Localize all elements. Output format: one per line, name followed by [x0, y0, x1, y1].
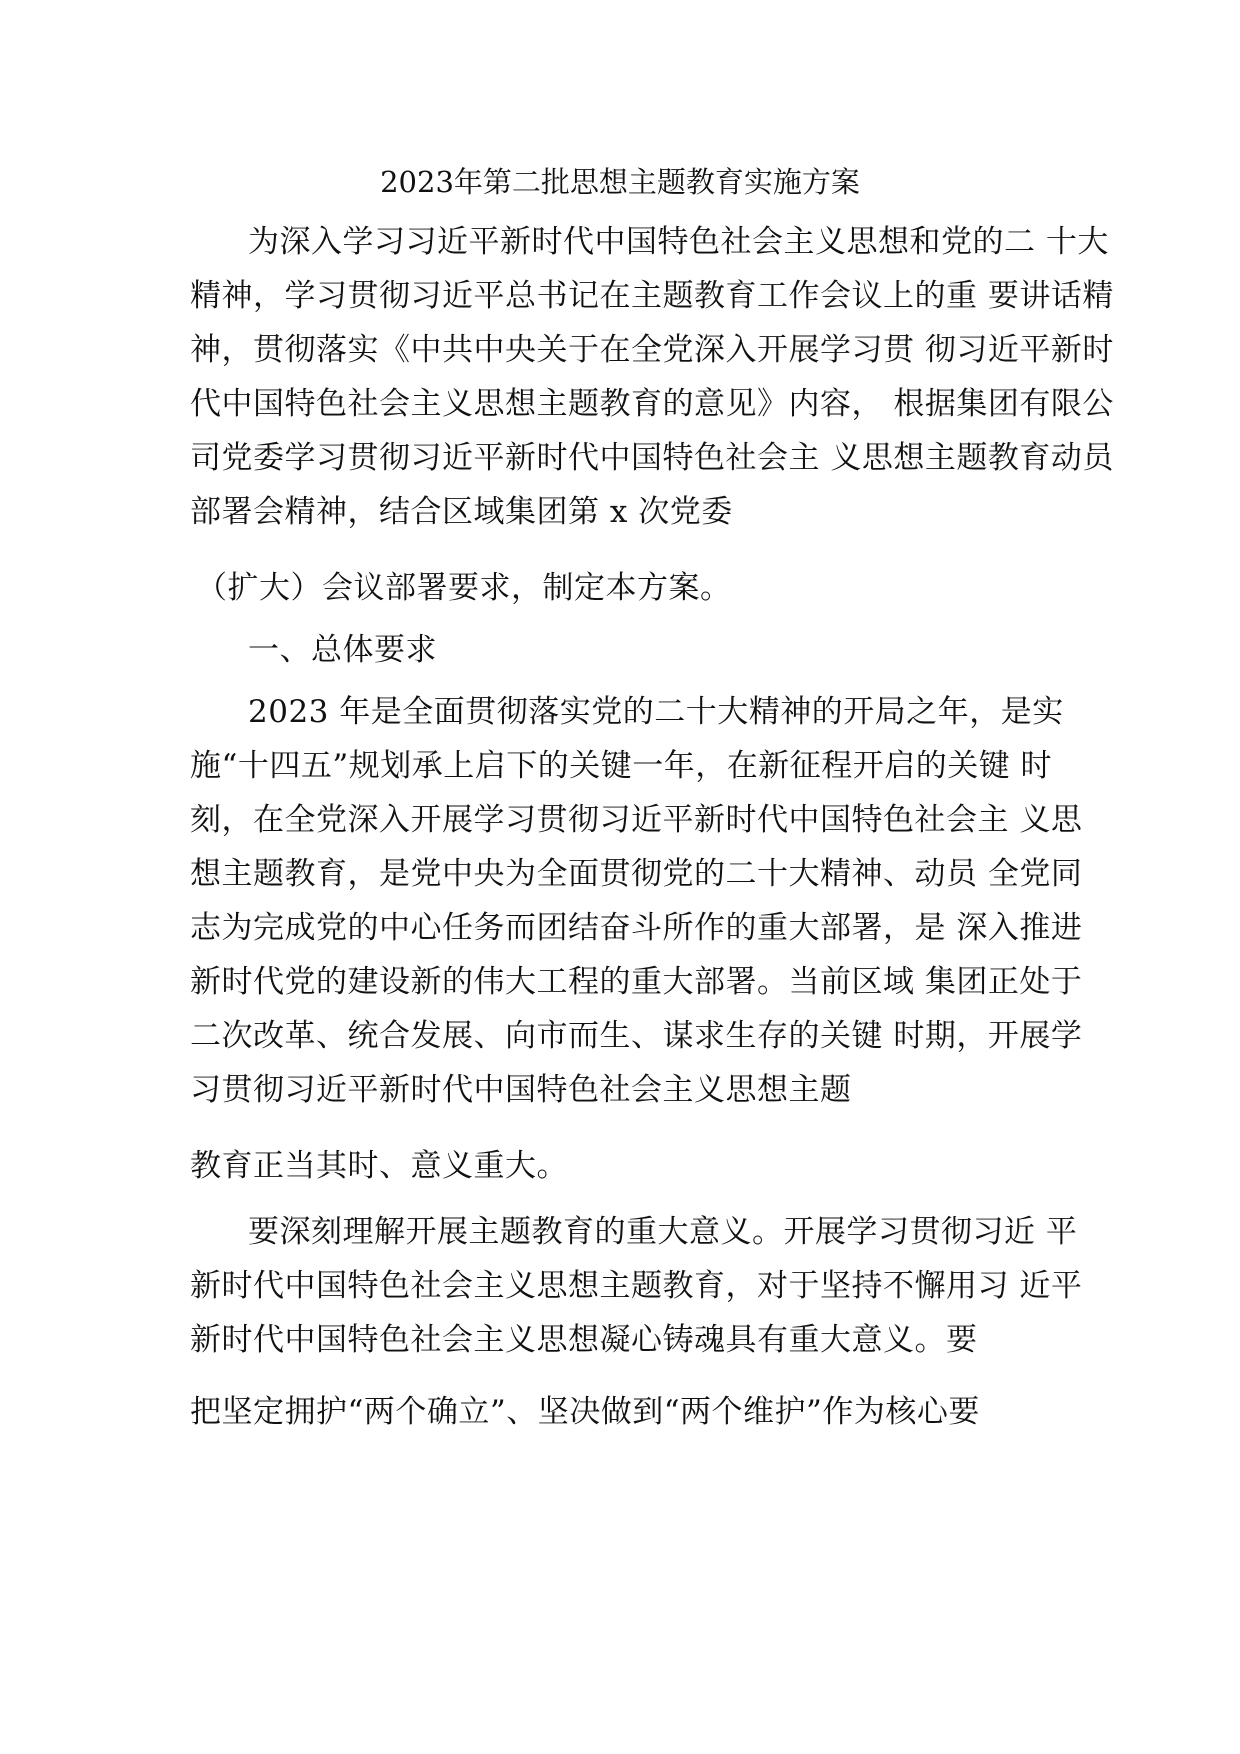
- paragraph-line: 志为完成党的中心任务而团结奋斗所作的重大部署，是 深入推进: [190, 910, 1083, 946]
- paragraph-line: 想主题教育，是党中央为全面贯彻党的二十大精神、动员 全党同: [190, 856, 1083, 892]
- paragraph-line: 代中国特色社会主义思想主题教育的意见》内容， 根据集团有限公: [190, 386, 1114, 422]
- paragraph-line: 要深刻理解开展主题教育的重大意义。开展学习贯彻习近 平: [248, 1214, 1078, 1250]
- paragraph-line: 习贯彻习近平新时代中国特色社会主义思想主题: [190, 1072, 852, 1108]
- paragraph-line: 二次改革、统合发展、向市而生、谋求生存的关键 时期，开展学: [190, 1018, 1083, 1054]
- paragraph-line: 神，贯彻落实《中共中央关于在全党深入开展学习贯 彻习近平新时: [190, 332, 1114, 368]
- document-title: 2023年第二批思想主题教育实施方案: [380, 165, 860, 199]
- paragraph-line: 新时代中国特色社会主义思想凝心铸魂具有重大意义。要: [190, 1322, 978, 1358]
- paragraph-line: 2023 年是全面贯彻落实党的二十大精神的开局之年，是实: [248, 694, 1064, 730]
- paragraph-line: 把坚定拥护“两个确立”、坚决做到“两个维护”作为核心要: [190, 1394, 980, 1430]
- paragraph-line: 刻，在全党深入开展学习贯彻习近平新时代中国特色社会主 义思: [190, 802, 1083, 838]
- paragraph-line: 司党委学习贯彻习近平新时代中国特色社会主 义思想主题教育动员: [190, 440, 1114, 476]
- paragraph-line: 教育正当其时、意义重大。: [190, 1148, 568, 1184]
- paragraph-line: （扩大）会议部署要求，制定本方案。: [196, 570, 732, 606]
- paragraph-line: 精神，学习贯彻习近平总书记在主题教育工作会议上的重 要讲话精: [190, 278, 1114, 314]
- paragraph-line: 部署会精神，结合区域集团第 x 次党委: [190, 494, 733, 530]
- paragraph-line: 施“十四五”规划承上启下的关键一年，在新征程开启的关键 时: [190, 748, 1053, 784]
- paragraph-line: 为深入学习习近平新时代中国特色社会主义思想和党的二 十大: [248, 224, 1109, 260]
- section-heading: 一、总体要求: [248, 632, 437, 668]
- paragraph-line: 新时代中国特色社会主义思想主题教育，对于坚持不懈用习 近平: [190, 1268, 1083, 1304]
- paragraph-line: 新时代党的建设新的伟大工程的重大部署。当前区域 集团正处于: [190, 964, 1083, 1000]
